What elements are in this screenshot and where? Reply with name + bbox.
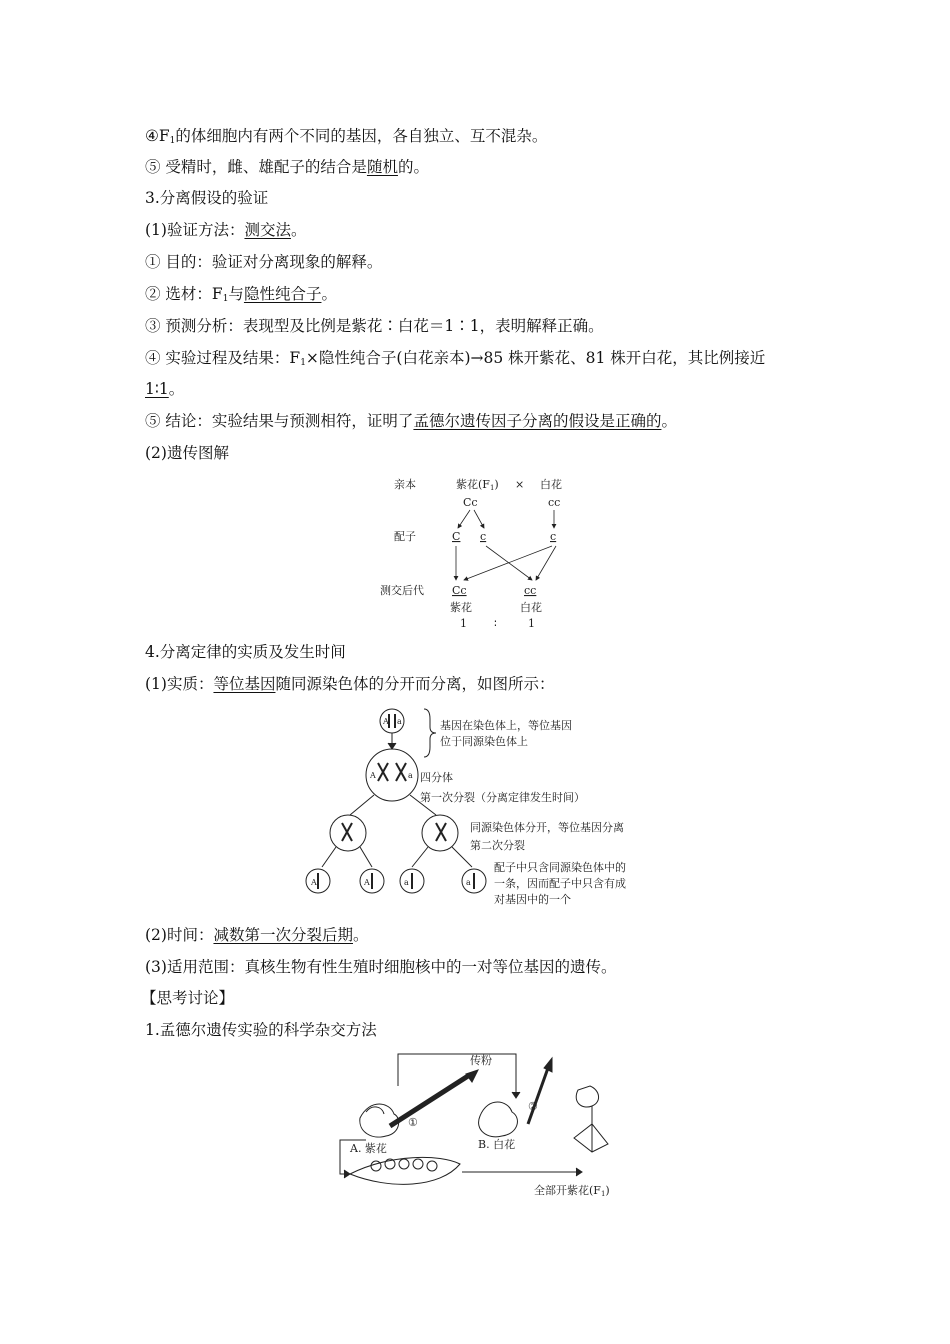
parent-genotype-cc: cc — [548, 496, 561, 509]
gamete-note-2: 一条，因而配子中只含有成 — [494, 877, 626, 890]
gene-a-gamete-4: a — [466, 878, 471, 887]
flower-b-label: B. 白花 — [478, 1138, 516, 1151]
text-line-timing: (2)时间：减数第一次分裂后期。 — [145, 926, 369, 944]
heading-hybrid-method: 1.孟德尔遗传实验的科学杂交方法 — [145, 1021, 377, 1039]
note-genes-on-chromosome-1: 基因在染色体上，等位基因 — [440, 719, 572, 732]
white-parent: 白花 — [540, 478, 562, 491]
parent-label: 亲本 — [394, 478, 416, 491]
svg-text:全部开紫花(F1): 全部开紫花(F1) — [534, 1184, 610, 1198]
gene-A-top: A — [383, 717, 389, 726]
gamete-c-right: c — [550, 530, 557, 543]
hybridization-diagram — [330, 1048, 630, 1208]
gene-a-top: a — [397, 717, 402, 726]
ratio-left: 1 — [460, 617, 467, 630]
parent-genotype-Cc: Cc — [463, 496, 478, 509]
svg-text:紫花(F1): 紫花(F1) — [456, 478, 499, 492]
gene-A-gamete-2: A — [364, 878, 370, 887]
text-line-f1-genes: $④F_1$的体细胞内有两个不同的基因，各自独立、互不混杂。 — [145, 127, 548, 146]
text-line-purpose: ① 目的：验证对分离现象的解释。 — [145, 253, 383, 271]
meiosis-diagram — [300, 705, 650, 915]
test-cross-diagram — [370, 470, 590, 635]
separation-label: 同源染色体分开，等位基因分离 — [470, 821, 624, 834]
gene-A-gamete-1: A — [311, 878, 317, 887]
text-line-material: ② 选材：$F_1$与隐性纯合子。 — [145, 285, 337, 304]
ratio-right: 1 — [528, 617, 535, 630]
offspring-Cc: Cc — [452, 584, 467, 597]
text-line-essence: (1)实质：等位基因随同源染色体的分开而分离，如图所示： — [145, 675, 555, 693]
text-line-ratio: 1∶1。 — [145, 380, 185, 398]
purple-parent: 紫花(F — [456, 478, 490, 491]
note-genes-on-chromosome-2: 位于同源染色体上 — [440, 735, 528, 748]
cross-symbol: × — [515, 478, 525, 491]
text-line-scope: (3)适用范围：真核生物有性生殖时细胞核中的一对等位基因的遗传。 — [145, 958, 617, 976]
text-line-prediction: ③ 预测分析：表现型及比例是紫花∶白花＝1∶1，表明解释正确。 — [145, 317, 604, 335]
step-1: ① — [408, 1116, 418, 1129]
text-line-genetic-diagram: (2)遗传图解 — [145, 444, 229, 462]
flower-a-label: A. 紫花 — [350, 1142, 387, 1155]
gamete-label: 配子 — [394, 530, 416, 543]
gamete-c-left: c — [480, 530, 487, 543]
heading-verification: 3.分离假设的验证 — [145, 189, 269, 207]
gene-A-tetrad: A — [370, 771, 376, 780]
offspring-cc: cc — [524, 584, 537, 597]
gene-a-tetrad: a — [408, 771, 413, 780]
heading-discussion: 【思考讨论】 — [141, 989, 235, 1007]
heading-segregation-law: 4.分离定律的实质及发生时间 — [145, 643, 346, 661]
gamete-note-1: 配子中只含同源染色体中的 — [494, 861, 626, 874]
result-label: 全部开紫花(F — [534, 1184, 601, 1197]
text-line-process: ④ 实验过程及结果：$F_1\times$隐性纯合子(白花亲本)→85 株开紫花、81 株开白花，其比例接近 — [145, 349, 766, 368]
offspring-purple: 紫花 — [450, 601, 472, 614]
pollination-label: 传粉 — [470, 1054, 492, 1067]
text-line-conclusion: ⑤ 结论：实验结果与预测相符，证明了孟德尔遗传因子分离的假设是正确的。 — [145, 412, 677, 430]
gene-a-gamete-3: a — [404, 878, 409, 887]
first-division-label: 第一次分裂（分离定律发生时间） — [420, 791, 585, 804]
gamete-note-3: 对基因中的一个 — [494, 893, 571, 906]
tetrad-label: 四分体 — [420, 771, 453, 784]
second-division-label: 第二次分裂 — [470, 839, 525, 852]
text-line-fertilization: ⑤ 受精时，雌、雄配子的结合是随机的。 — [145, 158, 429, 176]
text-line-method: (1)验证方法：测交法。 — [145, 221, 307, 239]
offspring-white: 白花 — [520, 601, 542, 614]
ratio-colon: ∶ — [494, 617, 497, 630]
step-2: ② — [528, 1100, 538, 1113]
offspring-label: 测交后代 — [380, 584, 424, 597]
gamete-C: C — [452, 530, 461, 543]
